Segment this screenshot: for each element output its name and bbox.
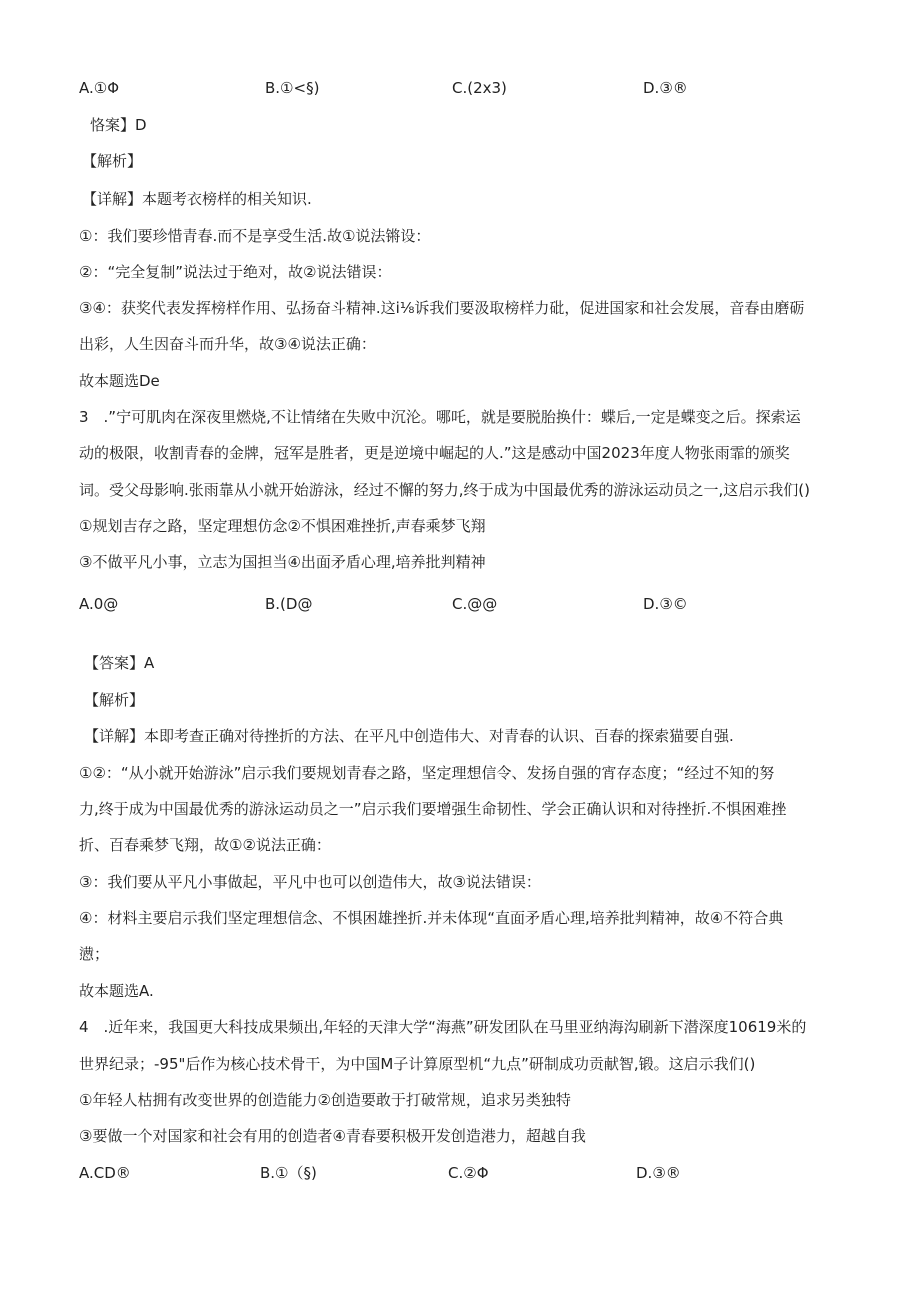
q3-analysis-line: 【详解】本即考查正确对待挫折的方法、在平凡中创造伟大、对青春的认识、百春的探索猫要自强. (84, 727, 734, 745)
q3-stem-line: ①规划吉存之路，坚定理想仿念②不惧困难挫折,声春乘梦飞翔 (79, 517, 486, 535)
q3-analysis-line: ③：我们要从平凡小事做起，平凡中也可以创造伟大，故③说法错误： (79, 873, 541, 891)
q3-option-c: C.@@ (452, 595, 498, 613)
q2-option-a: A.①Φ (79, 79, 120, 97)
q3-analysis-line: 力,终于成为中国最优秀的游泳运动员之一”启示我们要增强生命韧性、学会正确认识和对待挫折.不惧困难挫 (79, 800, 787, 818)
q2-analysis-line: ②：“完全复制”说法过于绝对，故②说法错误： (79, 263, 392, 281)
q3-answer: 【答案】A (84, 654, 155, 672)
q3-stem-line: 3 .”宁可肌肉在深夜里燃烧,不让情绪在失败中沉沦。哪吒，就是要脱胎换什：蝶后,一定是蝶变之后。探索运 (79, 408, 801, 426)
q2-answer: 恪案】D (90, 116, 147, 134)
q3-analysis-line: 折、百春乘梦飞翔，故①②说法正确： (79, 836, 331, 854)
q2-option-d: D.③® (643, 79, 688, 97)
q3-analysis-line: ①②：“从小就开始游泳”启示我们要规划青春之路，坚定理想信令、发扬自强的宵存态度；“经过不知的努 (79, 764, 775, 782)
q4-option-b: B.①（§) (260, 1164, 317, 1182)
q2-analysis-line: ①：我们要珍惜青春.而不是享受生活.故①说法锵设： (79, 227, 431, 245)
q2-option-c: C.(2x3) (452, 79, 507, 97)
q4-option-a: A.CD® (79, 1164, 131, 1182)
q3-option-b: B.(D@ (265, 595, 313, 613)
q4-option-c: C.②Φ (448, 1164, 489, 1182)
q4-stem-line: 4 .近年来，我国更大科技成果频出,年轻的天津大学“海燕”研发团队在马里亚纳海沟刷新下潜深度10619米的 (79, 1018, 807, 1036)
q2-analysis-line: 【详解】本题考衣榜样的相关知识. (82, 190, 312, 208)
q2-analysis-line: 出彩，人生因奋斗而升华，故③④说法正确： (79, 335, 376, 353)
q2-option-b: B.①<§) (265, 79, 320, 97)
q3-analysis-heading: 【解析】 (84, 691, 145, 709)
q4-stem-line: ①年轻人枯拥有改变世界的创造能力②创造要敢于打破常规，追求另类独特 (79, 1091, 571, 1109)
q3-stem-line: 动的极限，收割青春的金牌，冠军是胜者，更是逆境中崛起的人.”这是感动中国2023年度人物张雨霏的颁奖 (79, 444, 790, 462)
q3-analysis-line: 故本题选A. (79, 982, 154, 1000)
q4-stem-line: 世界纪录；-95"后作为核心技术骨干，为中国M子计算原型机“九点”研制成功贡献智,锻。这启示我们() (79, 1055, 756, 1073)
q3-option-a: A.0@ (79, 595, 119, 613)
q4-option-d: D.③® (636, 1164, 681, 1182)
q3-option-d: D.③© (643, 595, 688, 613)
q2-analysis-line: ③④：获奖代表发挥榜样作用、弘扬奋斗精神.这i⅛诉我们要汲取榜样力砒，促进国家和社会发展，音春由磨砺 (79, 299, 805, 317)
q2-analysis-heading: 【解析】 (82, 152, 143, 170)
q4-stem-line: ③要做一个对国家和社会有用的创造者④青春要积极开发创造港力，超越自我 (79, 1127, 586, 1145)
q2-analysis-line: 故本题选De (79, 372, 160, 390)
q3-analysis-line: ④：材料主要启示我们坚定理想信念、不惧困雄挫折.并未体现“直面矛盾心理,培养批判精神，故④不符合典 (79, 909, 784, 927)
q3-stem-line: ③不做平凡小事，立志为国担当④出面矛盾心理,培养批判精神 (79, 553, 486, 571)
q3-stem-line: 词。受父母影响.张雨靠从小就开始游泳，经过不懈的努力,终于成为中国最优秀的游泳运动员之一,这启示我们() (79, 481, 811, 499)
q3-analysis-line: 懑； (79, 945, 110, 963)
